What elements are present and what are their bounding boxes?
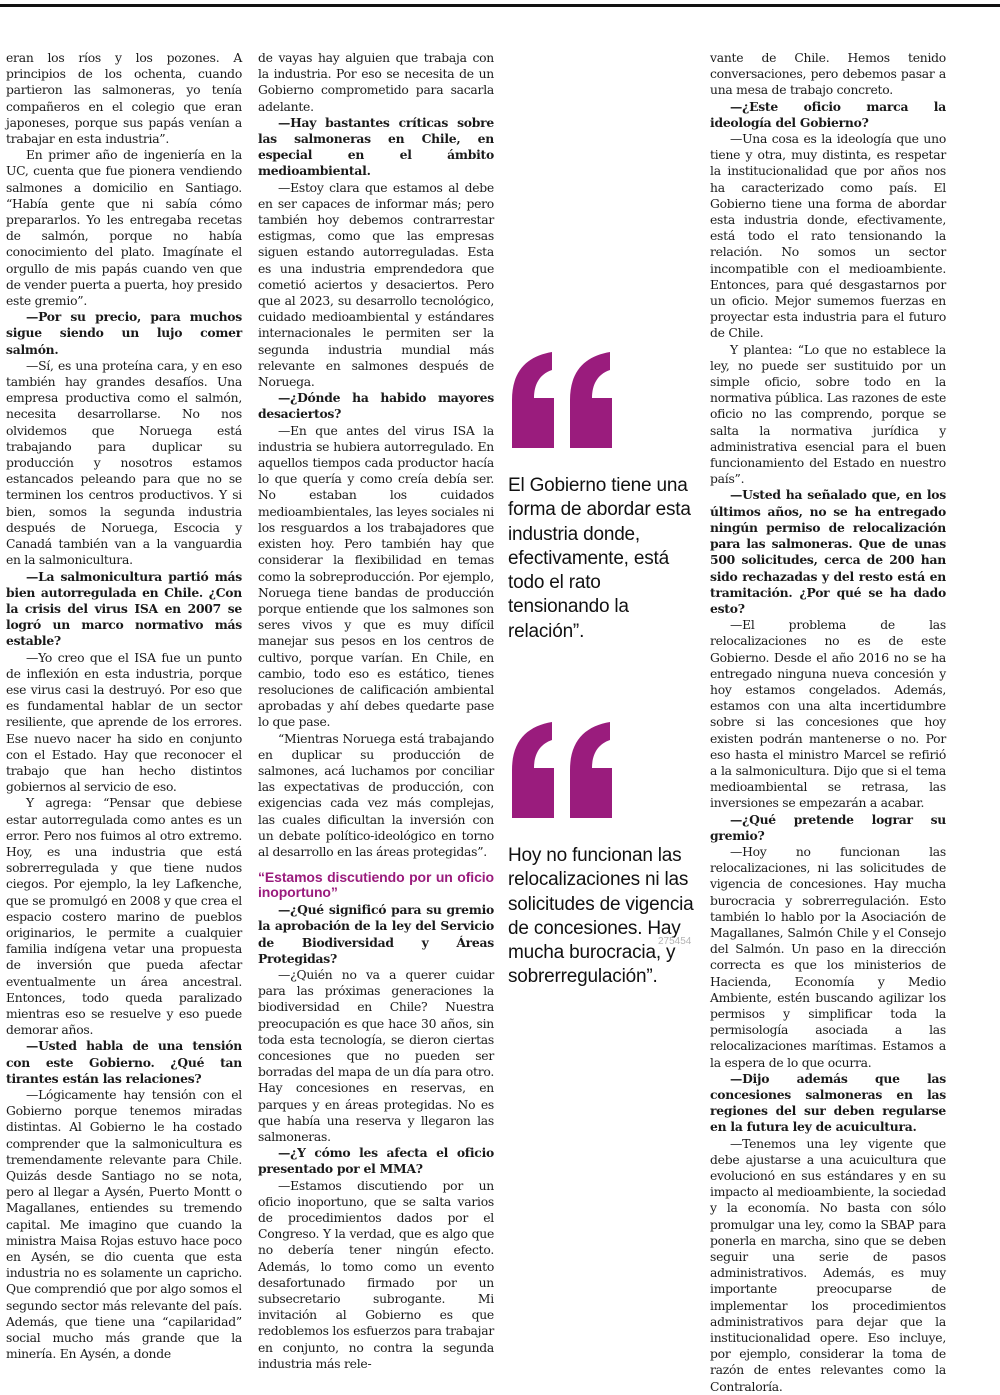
quote-mark-icon (506, 352, 618, 448)
interview-question: —¿Este oficio marca la ideología del Gobierno? (710, 98, 946, 130)
interview-question: —Dijo además que las concesiones salmoneras en las regiones del sur deben regularse en la futura ley de acuicultura. (710, 1070, 946, 1135)
top-rule (0, 4, 1000, 7)
paragraph: —El problema de las relocalizaciones no es de este Gobierno. Desde el año 2016 no se ha entregado ninguna nueva concesión y hoy estamos congelados. Además, estamos con una alta incertidumbre sobre si las concesiones que hoy existen podrán mantenerse o no. Por eso hasta el ministro Marcel se refirió a la salmonicultura. Dijo que si el tema medioambiental se retrasa, las inversiones se empezarán a acabar. (710, 618, 946, 811)
paragraph-continued: de vayas hay alguien que trabaja con la industria. Por eso se necesita de un Gobierno comprometido para sacarla adelante. (258, 51, 494, 114)
paragraph: —Lógicamente hay tensión con el Gobierno porque tenemos miradas distintas. Al Gobierno le ha costado comprender que la salmonicultura es tremendamente relevante para Chile. Quizás desde Santiago no se nota, pero al llegar a Aysén, Puerto Montt o Magallanes, entiendes su tremendo capital. Me imagino que cuando la ministra Maisa Rojas estuvo hace poco en Aysén, se dio cuenta que esta industria no es solamente un capricho. Que comprendió que por algo somos el segundo sector más relevante del país. Además, que tiene una “capilaridad” social mucho más grande que la minería. En Aysén, a donde (6, 1088, 242, 1362)
paragraph: “Mientras Noruega está trabajando en duplicar su producción de salmones, acá luchamos por conciliar las expectativas de producción, con exigencias cada vez más complejas, las cuales dificultan la inversión con un debate político-ideológico en torno al desarrollo en las áreas protegidas”. (258, 731, 494, 859)
paragraph-continued: vante de Chile. Hemos tenido conversaciones, pero debemos pasar a una mesa de trabajo concreto. (710, 51, 946, 98)
article-column-3 (710, 50, 946, 1395)
paragraph: Y plantea: “Lo que no establece la ley, no puede ser sustituido por un simple oficio, sobre todo en la normativa pública. Las razones de este oficio no las comprendo, porque se salta la normativa jurídica y administrativa esencial para el buen funcionamiento del Estado en nuestro país”. (710, 342, 946, 487)
image-code: 275454 (658, 936, 692, 947)
paragraph: —Hoy no funcionan las relocalizaciones, ni las solicitudes de vigencia de concesiones. Hay mucha burocracia y sobrerregulación. Esto también lo hablo por la Asociación de Magallanes, Salmón Chile y el Consejo del Salmón. Un paso en la dirección correcta es que los ministerios de Hacienda, Economía y Medio Ambiente, estén buscando agilizar los permisos y simplificar toda la permisología asociada a las relocalizaciones marítimas. Estamos a la espera de lo que ocurra. (710, 844, 946, 1070)
quote-mark-icon (506, 722, 618, 818)
pull-quote-2: Hoy no funcionan las relocalizaciones ni las solicitudes de vigencia de concesiones. Hay mucha burocracia, y sobrerregulación”. (508, 845, 694, 988)
interview-question: —¿Y cómo les afecta el oficio presentado por el MMA? (258, 1145, 494, 1177)
paragraph: —Yo creo que el ISA fue un punto de inflexión en esta industria, porque ese virus casi la destruyó. Por eso que es fundamental hablar de un sector resiliente, que aprende de los errores. Ese nuevo nacer ha sido en conjunto con el Estado. Hay que reconocer el trabajo que han hecho distintos gobiernos al servicio de eso. (6, 650, 242, 795)
interview-question: —Usted ha señalado que, en los últimos años, no se ha entregado ningún permiso de relocalización para las salmoneras. Que de unas 500 solicitudes, cerca de 200 han sido rechazadas y del resto está en tramitación. ¿Por qué se ha dado esto? (710, 487, 946, 616)
section-heading: “Estamos discutiendo por un oficio inoportuno” (258, 869, 494, 901)
article-column-2 (258, 50, 494, 1372)
paragraph: En primer año de ingeniería en la UC, cuenta que fue pionera vendiendo salmones a domicilio en Santiago. “Había gente que ni sabía cómo prepararlos. Yo les entregaba recetas de salmón, porque no había conocimiento del plato. Imagínate el orgullo de mis papás cuando ven que de vender puerta a puerta, hoy presido este gremio”. (6, 148, 242, 309)
paragraph: —Estamos discutiendo por un oficio inoportuno, que se salta varios de procedimientos dados por el Congreso. Y la verdad, que es algo que no debería tener ningún efecto. Además, lo tomo como un evento desafortunado firmado por un subsecretario subrogante. Mi invitación al Gobierno es que redoblemos los esfuerzos para trabajar en conjunto, no contra la segunda industria más rele- (258, 1178, 494, 1371)
paragraph: Y agrega: “Pensar que debiese estar autorregulada como antes es un error. Pero nos fuimos al otro extremo. Hoy, es una industria que está sobrerregulada y que tiene nudos ciegos. Por ejemplo, la ley Lafkenche, que se promulgó en 2008 y que crea el espacio costero marino de pueblos originarios, le permite a cualquier familia indígena vetar una propuesta de inversión que pueda afectar eventualmente un área ancestral. Entonces, todo queda paralizado mientras eso se resuelve y eso puede demorar años. (6, 796, 242, 1038)
interview-question: —Por su precio, para muchos sigue siendo un lujo comer salmón. (6, 309, 242, 357)
article-column-1 (6, 50, 242, 1362)
paragraph: —Una cosa es la ideología que uno tiene y otra, muy distinta, es respetar la institucionalidad que por años nos ha caracterizado como país. El Gobierno tiene una forma de abordar esta industria donde, efectivamente, está todo el rato tensionando la relación. No somos un sector incompatible con el medioambiente. Entonces, para qué desgastarnos por un oficio. Mejor sumemos fuerzas en proyectar esta industria para el futuro de Chile. (710, 132, 946, 341)
interview-question: —Hay bastantes críticas sobre las salmoneras en Chile, en especial en el ámbito medioambiental. (258, 114, 494, 179)
paragraph: —En que antes del virus ISA la industria se hubiera autorregulado. En aquellos tiempos cada productor hacía lo que quería y como creía debía ser. No estaban los cuidados medioambientales, las leyes sociales ni los resguardos a los trabajadores que existen hoy. Pero también hay que considerar la flexibilidad en temas como la sobreproducción. Por ejemplo, Noruega tiene bandas de producción porque entiende que los salmones son seres vivos y que es muy difícil manejar sus pesos en los centros de cultivo, porque varían. En Chile, en cambio, todo eso es estático, tienes resoluciones de calificación ambiental aprobadas y ahí debes quedarte pase lo que pase. (258, 423, 494, 730)
interview-question: —¿Qué pretende lograr su gremio? (710, 811, 946, 843)
pull-quote-1: El Gobierno tiene una forma de abordar esta industria donde, efectivamente, está todo el rato tensionando la relación”. (508, 475, 691, 642)
paragraph: —¿Quién no va a querer cuidar para las próximas generaciones la biodiversidad en Chile? Nuestra preocupación es que hace 30 años, sin toda esta tecnología, se dieron ciertas concesiones que no pueden ser borradas del mapa de un día para otro. Hay concesiones en reservas, en parques y en áreas protegidas. No es que había una reserva y llegaron las salmoneras. (258, 967, 494, 1144)
interview-question: —¿Dónde ha habido mayores desaciertos? (258, 390, 494, 422)
paragraph-continued: eran los ríos y los pozones. A principios de los ochenta, cuando partieron las salmoneras, yo tenía compañeros en el colegio que eran japoneses, porque sus papás venían a trabajar en esta industria”. (6, 51, 242, 147)
interview-question: —¿Qué significó para su gremio la aprobación de la ley del Servicio de Biodiversidad y Áreas Protegidas? (258, 902, 494, 966)
paragraph: —Estoy clara que estamos al debe en ser capaces de informar más; pero también hoy debemos contrarrestar estigmas, como que las empresas siguen estando autorreguladas. Esta es una industria emprendedora que cometió aciertos y desaciertos. Pero que al 2023, su desarrollo tecnológico, cuidado medioambiental y estándares internacionales le permiten ser la segunda industria mundial más relevante en salmones después de Noruega. (258, 180, 494, 390)
paragraph: —Tenemos una ley vigente que debe ajustarse a una acuicultura que evolucionó en sus estándares y en su impacto al medioambiente, la sociedad y la economía. No basta con sólo promulgar una ley, como la SBAP para ponerla en marcha, sino que se deben seguir una serie de pasos administrativos. Además, es muy importante preocuparse de implementar los procedimientos administrativos para dejar que la institucionalidad opere. Eso incluye, por ejemplo, considerar la toma de razón de entes relevantes como la Contraloría. (710, 1136, 946, 1394)
paragraph: —Sí, es una proteína cara, y en eso también hay grandes desafíos. Una empresa productiva como el salmón, necesita desarrollarse. No nos olvidemos que Noruega está trabajando para duplicar su producción y nosotros estamos estancados peleando para que no se terminen los centros productivos. Y si bien, somos la segunda industria después de Noruega, Escocia y Canadá también van a la vanguardia en la salmonicultura. (6, 358, 242, 568)
interview-question: —Usted habla de una tensión con este Gobierno. ¿Qué tan tirantes están las relaciones? (6, 1038, 242, 1086)
interview-question: —La salmonicultura partió más bien autorregulada en Chile. ¿Con la crisis del virus ISA en 2007 se logró un marco normativo más estable? (6, 568, 242, 649)
